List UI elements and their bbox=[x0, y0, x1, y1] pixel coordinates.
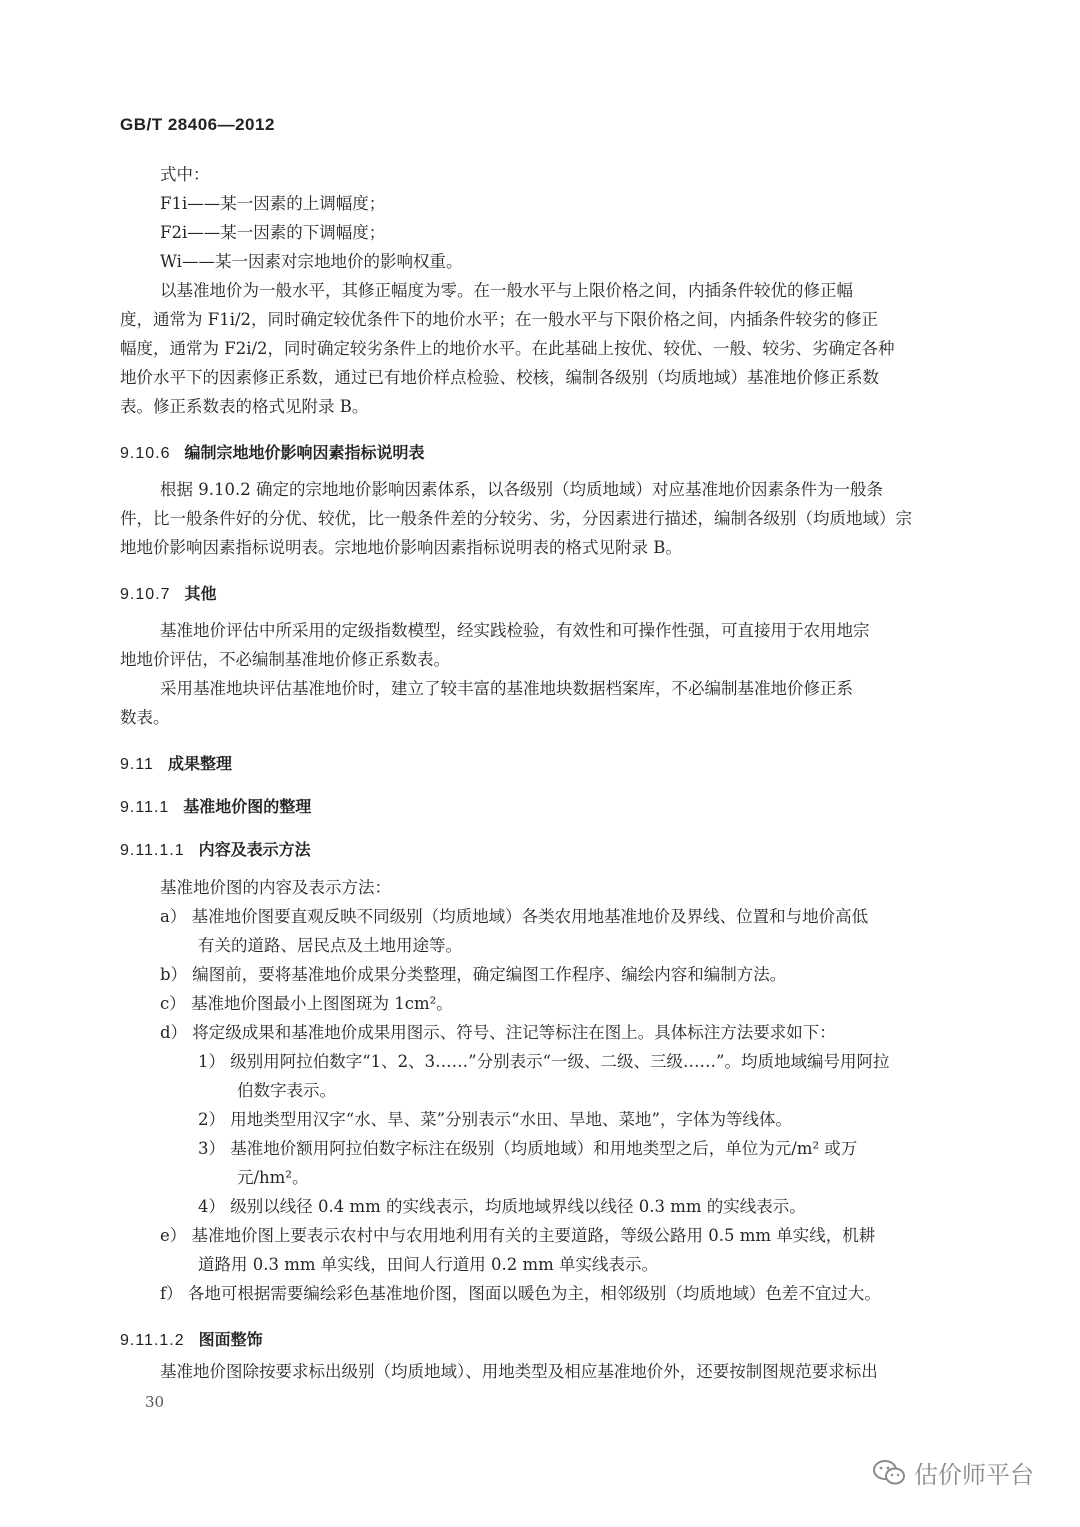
sub-list-item-continuation: 元/hm²。 bbox=[237, 1168, 309, 1187]
list-item: c） 基准地价图最小上图图斑为 1cm²。 bbox=[160, 994, 453, 1013]
paragraph-line: 采用基准地块评估基准地价时，建立了较丰富的基准地块数据档案库，不必编制基准地价修正系 bbox=[160, 679, 853, 698]
list-item: f） 各地可根据需要编绘彩色基准地价图，图面以暖色为主，相邻级别（均质地域）色差不宜过大。 bbox=[160, 1284, 881, 1303]
section-heading bbox=[120, 751, 232, 774]
list-item: d） 将定级成果和基准地价成果用图示、符号、注记等标注在图上。具体标注方法要求如下： bbox=[160, 1023, 836, 1042]
section-heading bbox=[120, 581, 217, 604]
section-number: 9.10.7 bbox=[120, 586, 171, 603]
sub-list-item: 1） 级别用阿拉伯数字“1、2、3……”分别表示“一级、二级、三级……”。均质地域编号用阿拉 bbox=[198, 1052, 890, 1071]
section-heading bbox=[120, 1327, 263, 1350]
section-number: 9.11.1.2 bbox=[120, 1332, 185, 1349]
paragraph-line: 幅度，通常为 F2i/2，同时确定较劣条件上的地价水平。在此基础上按优、较优、一般、较劣、劣确定各种 bbox=[120, 339, 895, 358]
section-heading bbox=[120, 794, 311, 817]
paragraph-line: 以基准地价为一般水平，其修正幅度为零。在一般水平与上限价格之间，内插条件较优的修正幅 bbox=[160, 281, 853, 300]
list-item-continuation: 有关的道路、居民点及土地用途等。 bbox=[198, 936, 462, 955]
paragraph-line: 件，比一般条件好的分优、较优，比一般条件差的分较劣、劣，分因素进行描述，编制各级别（均质地域）宗 bbox=[120, 509, 912, 528]
paragraph-line: 地价水平下的因素修正系数，通过已有地价样点检验、校核，编制各级别（均质地域）基准地价修正系数 bbox=[120, 368, 879, 387]
paragraph-line: 根据 9.10.2 确定的宗地地价影响因素体系，以各级别（均质地域）对应基准地价因素条件为一般条 bbox=[160, 480, 883, 499]
paragraph-line: 地地价影响因素指标说明表。宗地地价影响因素指标说明表的格式见附录 B。 bbox=[120, 538, 682, 557]
section-number: 9.10.6 bbox=[120, 445, 171, 462]
section-title: 编制宗地地价影响因素指标说明表 bbox=[184, 445, 425, 462]
standard-code-header: GB/T 28406—2012 bbox=[120, 115, 275, 134]
section-title: 内容及表示方法 bbox=[198, 842, 311, 859]
section-title: 基准地价图的整理 bbox=[183, 799, 312, 816]
sub-list-item: 2） 用地类型用汉字“水、旱、菜”分别表示“水田、旱地、菜地”，字体为等线体。 bbox=[198, 1110, 792, 1129]
paragraph-line: 基准地价评估中所采用的定级指数模型，经实践检验，有效性和可操作性强，可直接用于农用地宗 bbox=[160, 621, 870, 640]
paragraph-line: 式中： bbox=[160, 165, 210, 184]
watermark bbox=[872, 1455, 1034, 1490]
list-item: b） 编图前，要将基准地价成果分类整理，确定编图工作程序、编绘内容和编制方法。 bbox=[160, 965, 787, 984]
paragraph-line: F2i——某一因素的下调幅度； bbox=[160, 223, 386, 242]
list-item: a） 基准地价图要直观反映不同级别（均质地域）各类农用地基准地价及界线、位置和与地价高低 bbox=[160, 907, 869, 926]
sub-list-item: 4） 级别以线径 0.4 mm 的实线表示，均质地域界线以线径 0.3 mm 的实线表示。 bbox=[198, 1197, 806, 1216]
section-number: 9.11 bbox=[120, 756, 154, 773]
section-heading bbox=[120, 837, 311, 860]
paragraph-line: 数表。 bbox=[120, 708, 170, 727]
section-heading bbox=[120, 440, 425, 463]
paragraph-line: 度，通常为 F1i/2，同时确定较优条件下的地价水平；在一般水平与下限价格之间，内插条件较劣的修正 bbox=[120, 310, 879, 329]
section-title: 其他 bbox=[184, 586, 217, 603]
list-item-continuation: 道路用 0.3 mm 单实线，田间人行道用 0.2 mm 单实线表示。 bbox=[198, 1255, 659, 1274]
wechat-icon bbox=[872, 1459, 906, 1487]
section-title: 图面整饰 bbox=[198, 1332, 263, 1349]
sub-list-item-continuation: 伯数字表示。 bbox=[237, 1081, 336, 1100]
list-item: e） 基准地价图上要表示农村中与农用地利用有关的主要道路，等级公路用 0.5 mm 单实线，机耕 bbox=[160, 1226, 876, 1245]
paragraph-line: 表。修正系数表的格式见附录 B。 bbox=[120, 397, 369, 416]
paragraph-line: 基准地价图除按要求标出级别（均质地域）、用地类型及相应基准地价外，还要按制图规范要求标出 bbox=[160, 1362, 878, 1381]
paragraph-line: Wi——某一因素对宗地地价的影响权重。 bbox=[160, 252, 463, 271]
section-title: 成果整理 bbox=[167, 756, 232, 773]
paragraph-line: 地地价评估，不必编制基准地价修正系数表。 bbox=[120, 650, 450, 669]
section-number: 9.11.1 bbox=[120, 799, 170, 816]
section-number: 9.11.1.1 bbox=[120, 842, 185, 859]
sub-list-item: 3） 基准地价额用阿拉伯数字标注在级别（均质地域）和用地类型之后，单位为元/m² 或万 bbox=[198, 1139, 858, 1158]
paragraph-line: 基准地价图的内容及表示方法： bbox=[160, 878, 391, 897]
page-number: 30 bbox=[145, 1393, 165, 1411]
watermark-text: 估价师平台 bbox=[914, 1461, 1034, 1489]
paragraph-line: F1i——某一因素的上调幅度； bbox=[160, 194, 386, 213]
